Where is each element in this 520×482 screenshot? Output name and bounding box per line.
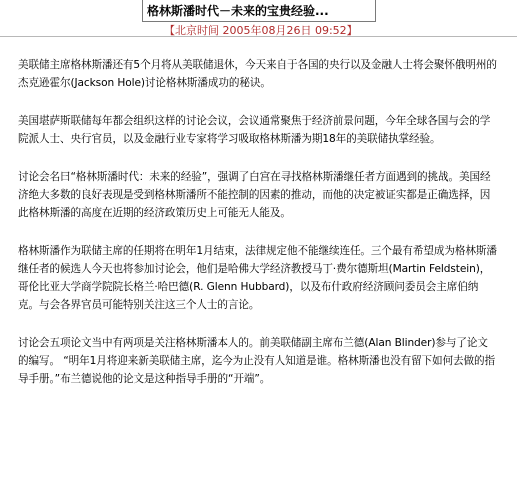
dateline-bar bbox=[0, 22, 518, 37]
article-paragraph: 讨论会名曰“格林斯潘时代：未来的经验”，强调了白宫在寻找格林斯潘继任者方面遇到的挑战。美国经济绝大多数的良好表现是受到格林斯潘所不能控制的因素的推动，而他的决定被证实都是正确选择，因此格林斯潘的高度在近期的经济政策历史上可能无人能及。 bbox=[18, 171, 491, 219]
article-title: 格林斯潘时代－未来的宝贵经验... bbox=[147, 4, 329, 18]
article-body bbox=[18, 56, 498, 408]
article-paragraph: 美国堪萨斯联储每年都会组织这样的讨论会议，会议通常聚焦于经济前景问题，今年全球各国与会的学院派人士、央行官员，以及金融行业专家将学习吸取格林斯潘为期18年的美联储执掌经验。 bbox=[18, 115, 491, 145]
article-paragraph: 格林斯潘作为联储主席的任期将在明年1月结束，法律规定他不能继续连任。三个最有希望成为格林斯潘继任者的候选人今天也将参加讨论会，他们是哈佛大学经济教授马丁·费尔德斯坦(Martin Feldstein)，哥伦比亚大学商学院院长格兰·哈巴德(R. Glenn Hubbard)，以及布什政府经济顾问委员会主席伯纳克。与会各界官员可能特别关注这三个人士的言论。 bbox=[18, 245, 497, 311]
article-paragraph: 美联储主席格林斯潘还有5个月将从美联储退休，今天来自于各国的央行以及金融人士将会聚怀俄明州的杰克逊霍尔(Jackson Hole)讨论格林斯潘成功的秘诀。 bbox=[18, 59, 497, 89]
article-paragraph: 讨论会五项论文当中有两项是关注格林斯潘本人的。前美联储副主席布兰德(Alan Blinder)参与了论文的编写。 “明年1月将迎来新美联储主席，迄今为止没有人知道是谁。格林斯潘也没有留下如何去做的指导手册。”布兰德说他的论文是这种指导手册的“开端”。 bbox=[18, 337, 496, 385]
title-box bbox=[142, 0, 376, 22]
article-dateline: 【北京时间 2005年08月26日 09:52】 bbox=[164, 24, 358, 37]
